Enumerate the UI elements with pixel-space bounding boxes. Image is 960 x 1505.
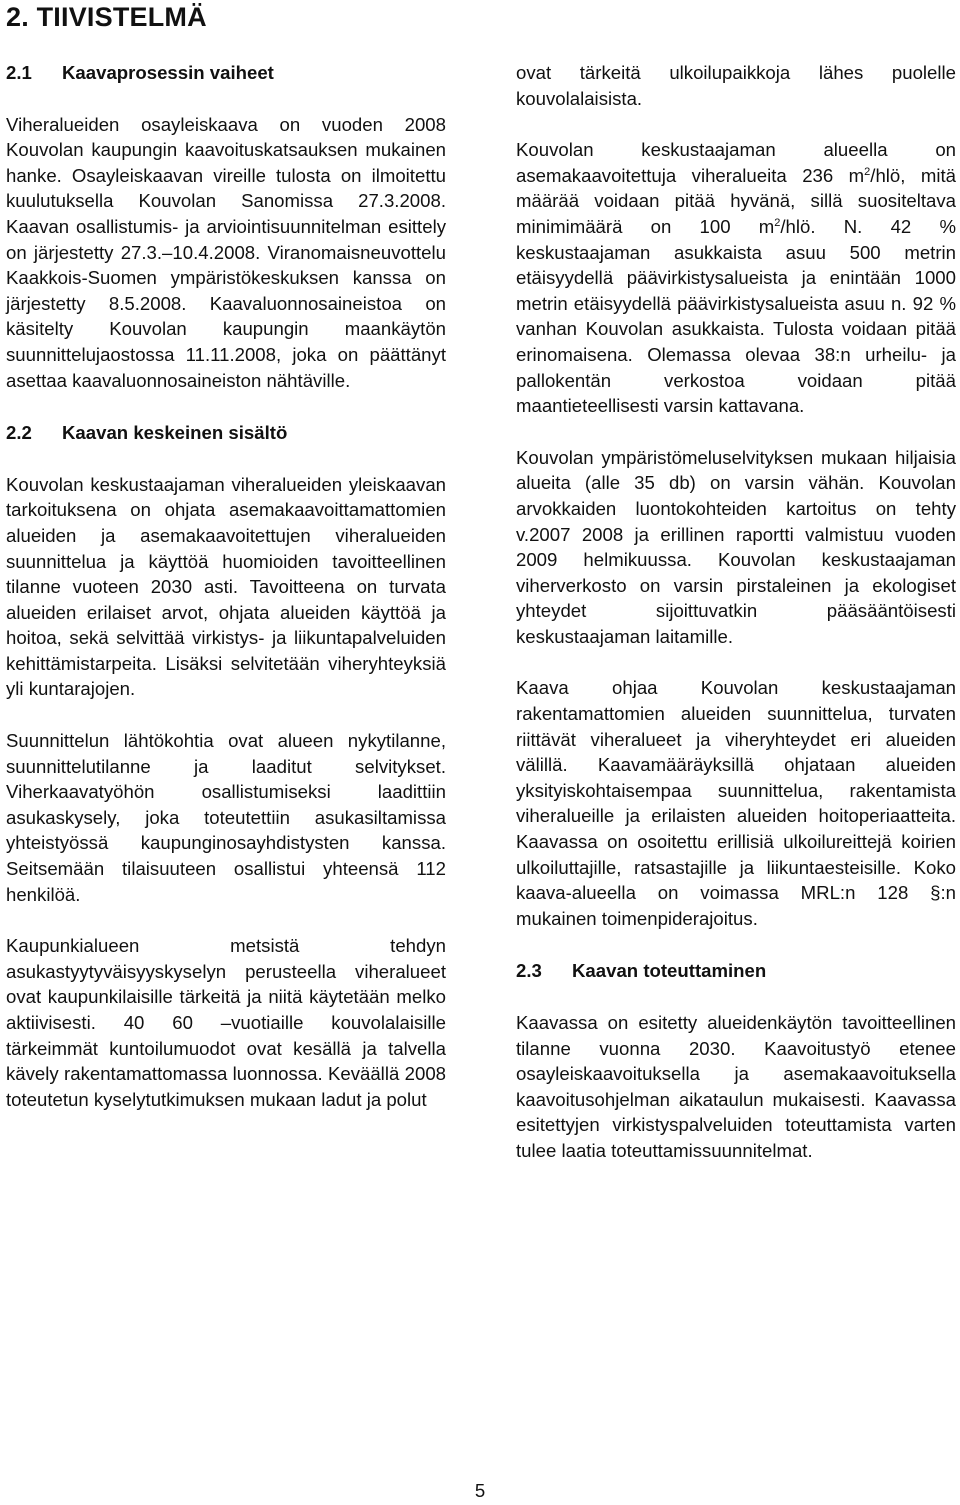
paragraph-ulkoilupaikat: ovat tärkeitä ulkoilupaikkoja lähes puolelle kouvolalaisista.	[516, 62, 956, 109]
left-column	[6, 60, 446, 1112]
section-title: Kaavan toteuttaminen	[572, 960, 767, 982]
text-fragment: /hlö, mitä määrää voidaan pitää hyvänä, sillä suositeltava minimimäärä on 100 m	[516, 164, 956, 237]
chapter-heading: 2. TIIVISTELMÄ	[6, 2, 207, 32]
section-heading-2-2	[6, 420, 446, 446]
superscript: 2	[864, 165, 871, 178]
section-title: Kaavaprosessin vaiheet	[62, 62, 274, 83]
paragraph-lahtokohdat: Suunnittelun lähtökohtia ovat alueen nykytilanne, suunnittelutilanne ja laaditut selvitykset. Viherkaavatyöhön osallistumiseksi laadittiin asukaskysely, joka toteutettiin asukasiltamissa yhteistyössä kaupunginosayhdistysten kanssa. Seitsemään tilaisuuteen osallistui yhteensä 112 henkilöä.	[6, 730, 446, 905]
text-fragment: Kouvolan keskustaajaman alueella on asemakaavoitettuja viheralueita 236 m	[516, 139, 956, 186]
text-fragment: /hlö. N. 42 % keskustaajaman asukkaista asuu 500 metrin etäisyydellä päävirkistysalueista ja enintään 1000 metrin etäisyydellä päävirkistysalueista asuu n. 92 % vanhan Kouvolan asukkaista. Tulosta voidaan pitää erinomaisena. Olemassa olevaa 38:n urheilu- ja pallokentän verkostoa voidaan pitää maantieteellisesti varsin kattavana.	[516, 215, 956, 417]
superscript: 2	[774, 216, 781, 229]
paragraph-asukaskysely: Kaupunkialueen metsistä tehdyn asukastyytyväisyyskyselyn perusteella viheralueet ovat kaupunkilaisille tärkeitä ja niitä käytetään melko aktiivisesti. 40 60 –vuotiaille kouvolalaisille tärkeimmät kuntoilumuodot ovat kesällä ja talvella kävely rakentamattomassa luonnossa. Keväällä 2008 toteutetun kyselytutkimuksen mukaan ladut ja polut	[6, 935, 446, 1110]
paragraph-kaava-ohjaa: Kaava ohjaa Kouvolan keskustaajaman rakentamattomien alueiden suunnittelua, turvaten riittävät viheralueet ja viheryhteydet eri alueiden välillä. Kaavamääräyksillä ohjataan alueiden yksityiskohtaisempaa suunnittelua, rakentamista viheralueille ja erilaisten alueiden hoitoperiaatteita. Kaavassa on osoitettu erillisiä ulkoilureittejä koirien ulkoiluttajille, ratsastajille ja liikuntaesteisille. Koko kaava-alueella on voimassa MRL:n 128 §:n mukainen toimenpiderajoitus.	[516, 677, 956, 929]
paragraph-toteuttaminen: Kaavassa on esitetty alueidenkäytön tavoitteellinen tilanne vuonna 2030. Kaavoitustyö etenee osayleiskaavoituksella ja asemakaavoituksella kaavoitusohjelman aikataulun mukaisesti. Kaavassa esitettyjen virkistyspalveluiden toteuttamista varten tulee laatia toteuttamissuunnitelmat.	[516, 1012, 956, 1161]
paragraph-tarkoitus: Kouvolan keskustaajaman viheralueiden yleiskaavan tarkoituksena on ohjata asemakaavoittamattomien alueiden ja asemakaavoitettujen viheralueiden suunnittelua ja käyttöä huomioiden tavoitteellinen tilanne vuoteen 2030 asti. Tavoitteena on turvata alueiden erilaiset arvot, ohjata alueiden käyttöä ja hoitoa, sekä selvittää virkistys- ja liikuntapalveluiden kehittämistarpeita. Lisäksi selvitetään viheryhteyksiä yli kuntarajojen.	[6, 473, 446, 700]
section-title: Kaavan keskeinen sisältö	[62, 422, 288, 444]
paragraph-kaavaprosessi: Viheralueiden osayleiskaava on vuoden 2008 Kouvolan kaupungin kaavoituskatsauksen mukainen hanke. Osayleiskaavan vireille tulosta on ilmoitettu kuulutuksella Kouvolan Sanomissa 27.3.2008. Kaavan osallistumis- ja arviointisuunnitelman esittely on järjestetty 27.3.–10.4.2008. Viranomaisneuvottelu Kaakkois-Suomen ympäristökeskuksen kanssa on järjestetty 8.5.2008. Kaavaluonnosaineistoa on käsitelty Kouvolan kaupungin maankäytön suunnittelujaostossa 11.11.2008, joka on päättänyt asettaa kaavaluonnosaineiston nähtäville.	[6, 113, 446, 391]
section-heading-2-1	[6, 60, 446, 86]
section-number: 2.3	[516, 960, 542, 982]
section-number: 2.1	[6, 62, 32, 83]
section-number: 2.2	[6, 422, 32, 444]
right-column	[516, 60, 956, 1164]
page-number: 5	[474, 1480, 486, 1501]
paragraph-viheralueet-maara	[516, 137, 956, 419]
section-heading-2-3	[516, 958, 956, 984]
paragraph-meluselvitys: Kouvolan ympäristömeluselvityksen mukaan hiljaisia alueita (alle 35 db) on varsin vähän. Kouvolan arvokkaiden luontokohteiden kartoitus on tehty v.2007 2008 ja erillinen raportti valmistuu vuoden 2009 helmikuussa. Kouvolan keskustaajaman viherverkosto on varsin pirstaleinen ja ekologiset yhteydet sijoittuvatkin pääsääntöisesti keskustaajaman laitamille.	[516, 446, 956, 647]
